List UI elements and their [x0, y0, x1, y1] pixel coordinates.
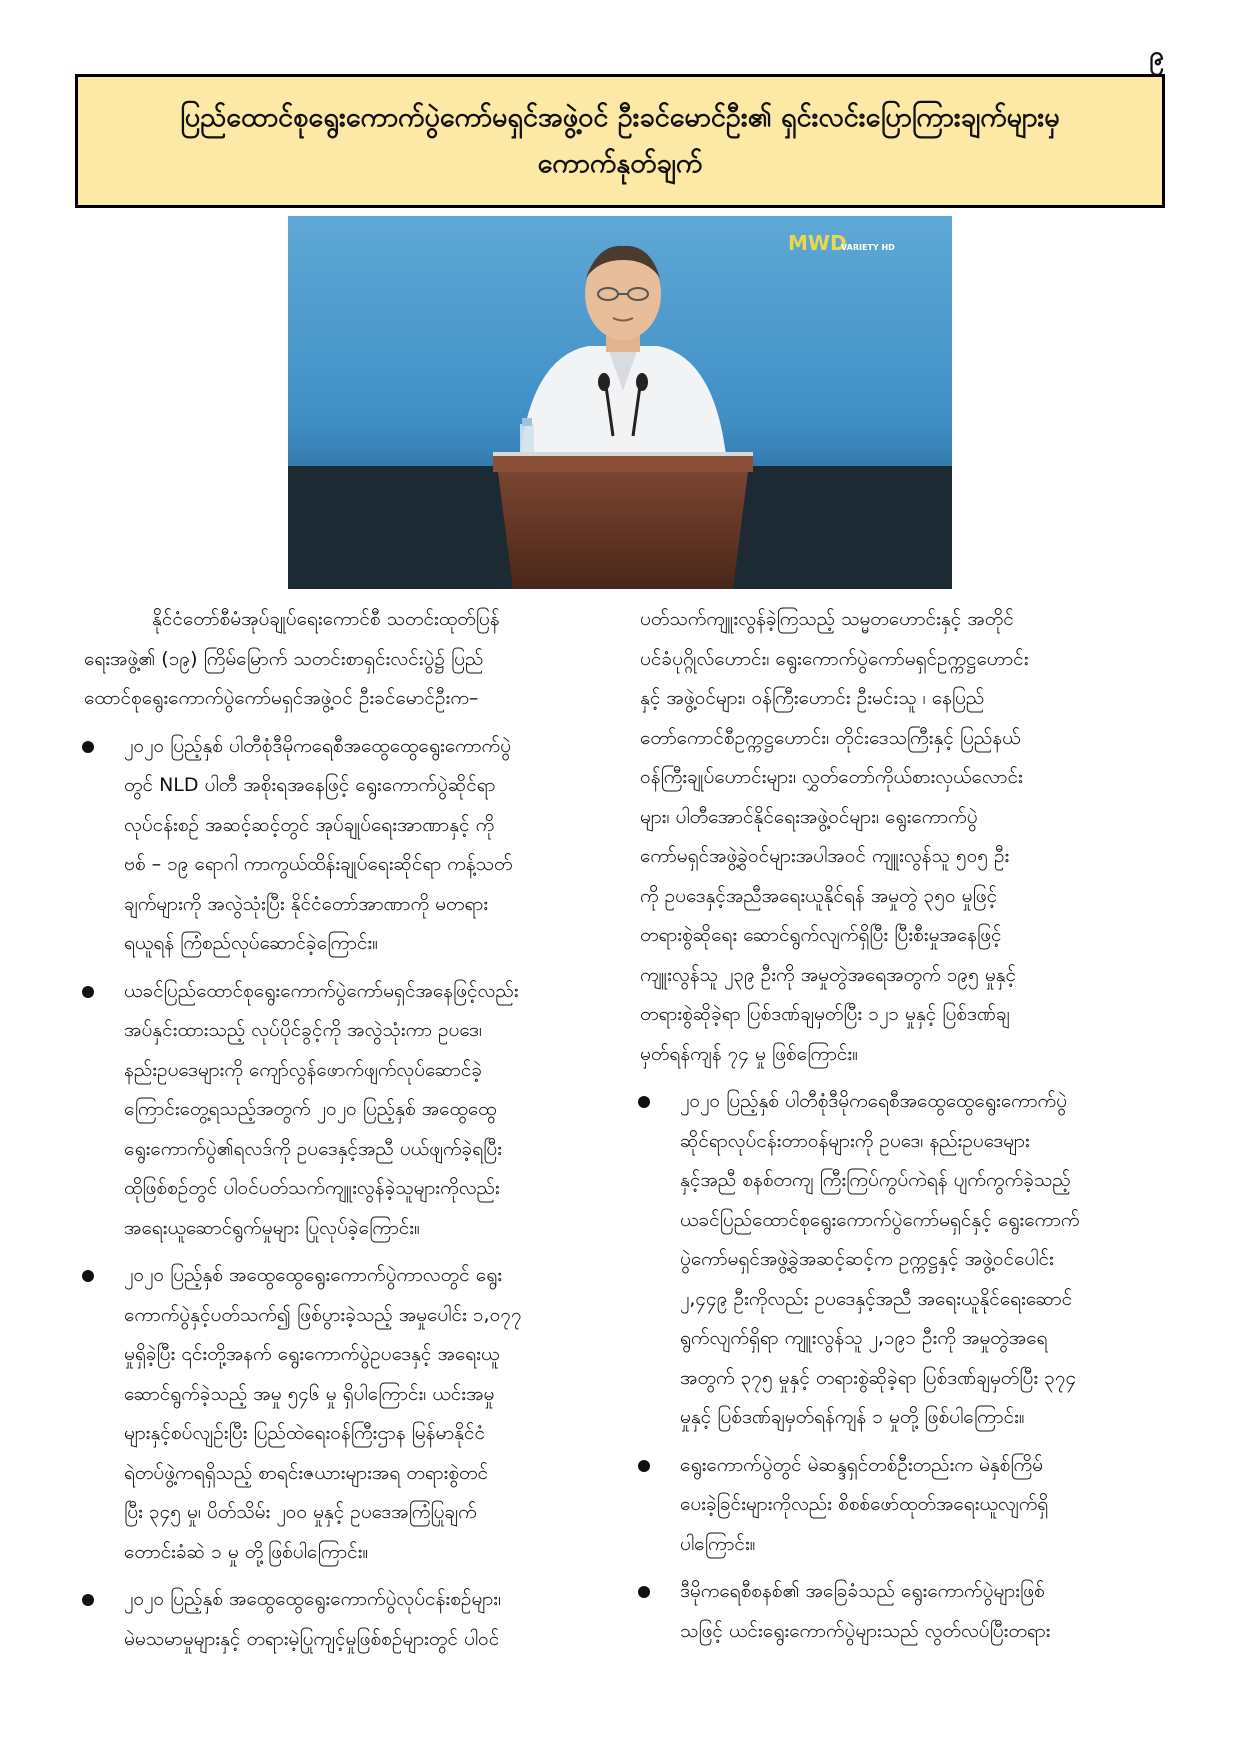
text-line: ယခင်ပြည်ထောင်စုရွေးကောက်ပွဲကော်မရှင်နှင့် ရွေးကောက် [680, 1208, 1080, 1231]
bullet-item [640, 1446, 1158, 1565]
text-line: တွင် NLD ပါတီ အစိုးရအနေဖြင့် ရွေးကောက်ပွဲဆိုင်ရာ [124, 774, 496, 796]
text-line: ရွေးကောက်ပွဲ၏ရလဒ်ကို ဥပဒေနှင့်အညီ ပယ်ဖျက်ခဲ့ရပြီး [124, 1137, 502, 1160]
text-line: ထောင်စုရွေးကောက်ပွဲကော်မရှင်အဖွဲ့ဝင် ဦးခင်မောင်ဦးက– [84, 687, 479, 709]
bullet-icon [82, 1594, 94, 1606]
text-line: ၂၀၂၀ ပြည့်နှစ် အထွေထွေရွေးကောက်ပွဲကာလတွင် ရွေး [124, 1264, 503, 1286]
bullet-icon [638, 1096, 650, 1108]
text-line: ရွက်လျက်ရှိရာ ကျူးလွန်သူ ၂,၁၉၁ ဦးကို အမှုတွဲအရေ [680, 1327, 1048, 1349]
speaker-photo-illustration [288, 216, 952, 589]
bullet-icon [638, 1586, 650, 1598]
text-line: ၂၀၂၀ ပြည့်နှစ် ပါတီစုံဒီမိုကရေစီအထွေထွေရွေးကောက်ပွဲ [124, 734, 511, 757]
text-line: မဲမသမာမှုများနှင့် တရားမဲ့ပြုကျင့်မှုဖြစ်စဉ်များတွင် ပါဝင် [124, 1627, 500, 1650]
text-line: ရေးအဖွဲ့၏ (၁၉) ကြိမ်မြောက် သတင်းစာရှင်းလင်းပွဲ၌ ပြည် [84, 647, 484, 670]
text-line: ဆောင်ရွက်ခဲ့သည့် အမှု ၅၄၆ မှု ရှိပါကြောင်း၊ ယင်းအမှု [124, 1382, 495, 1405]
text-line: ထိုဖြစ်စဉ်တွင် ပါဝင်ပတ်သက်ကျူးလွန်ခဲ့သူများကိုလည်း [124, 1177, 500, 1199]
text-line: ကြောင်းတွေ့ရသည့်အတွက် ၂၀၂၀ ပြည့်နှစ် အထွေထွေ [124, 1098, 497, 1120]
channel-logo-subtext: VARIETY HD [841, 243, 895, 252]
bullet-icon [82, 741, 94, 753]
text-line: ၂၀၂၀ ပြည့်နှစ် ပါတီစုံဒီမိုကရေစီအထွေထွေရွေးကောက်ပွဲ [680, 1090, 1067, 1112]
text-line: ရဲတပ်ဖွဲ့ကရရှိသည့် စာရင်းဇယားများအရ တရားစွဲတင် [124, 1461, 489, 1484]
text-line: တော်ကောင်စီဥက္ကဋ္ဌဟောင်း၊ တိုင်းဒေသကြီးနှင့် ပြည်နယ် [640, 726, 1021, 749]
title-line-2: ကောက်နုတ်ချက် [537, 148, 703, 179]
text-line: နည်းဥပဒေများကို ကျော်လွန်ဖောက်ဖျက်လုပ်ဆောင်ခဲ့ [124, 1058, 483, 1081]
text-line: အရေးယူဆောင်ရွက်မှုများ ပြုလုပ်ခဲ့ကြောင်း။ [124, 1216, 420, 1239]
text-line: နှင့် အဖွဲ့ဝင်များ၊ ဝန်ကြီးဟောင်း ဦးမင်းသူ ၊ နေပြည် [640, 687, 985, 709]
text-line: တရားစွဲဆိုခဲ့ရာ ပြစ်ဒဏ်ချမှတ်ပြီး ၁၂၁ မှုနှင့် ပြစ်ဒဏ်ချ [640, 1003, 1010, 1025]
bullet-icon [638, 1460, 650, 1472]
text-line: ယခင်ပြည်ထောင်စုရွေးကောက်ပွဲကော်မရှင်အနေဖြင့်လည်း [124, 979, 519, 1002]
text-line: မှုရှိခဲ့ပြီး ၎င်းတို့အနက် ရွေးကောက်ပွဲဥပဒေနှင့် အရေးယူ [124, 1343, 500, 1365]
text-line: ကော်မရှင်အဖွဲ့ခွဲဝင်များအပါအဝင် ကျူးလွန်သူ ၅၀၅ ဦး [640, 845, 1010, 867]
text-line: အတွက် ၃၇၅ မှုနှင့် တရားစွဲဆိုခဲ့ရာ ပြစ်ဒဏ်ချမှတ်ပြီး ၃၇၄ [680, 1366, 1077, 1389]
bullet-icon [82, 1270, 94, 1282]
intro-paragraph [84, 600, 602, 719]
bullet-icon [82, 986, 94, 998]
bullet-item [640, 1572, 1158, 1651]
text-line: ဝန်ကြီးချုပ်ဟောင်းများ၊ လွှတ်တော်ကိုယ်စားလှယ်လောင်း [640, 766, 1023, 788]
text-line: နှင့်အညီ စနစ်တကျ ကြီးကြပ်ကွပ်ကဲရန် ပျက်ကွက်ခဲ့သည့် [680, 1169, 1071, 1191]
text-line: ပြီး ၃၄၅ မှု၊ ပိတ်သိမ်း ၂၀၀ မှုနှင့် ဥပဒေအကြံပြုချက် [124, 1501, 477, 1523]
bullet-item [84, 972, 602, 1249]
right-column [640, 600, 1158, 1657]
text-line: ဆိုင်ရာလုပ်ငန်းတာဝန်များကို ဥပဒေ၊ နည်းဥပဒေများ [680, 1129, 1030, 1152]
title-line-1: ပြည်ထောင်စုရွေးကောက်ပွဲကော်မရှင်အဖွဲ့ဝင် ဦးခင်မောင်ဦး၏ ရှင်းလင်းပြောကြားချက်များမှ [180, 102, 1060, 133]
text-line: ပေးခဲ့ခြင်းများကိုလည်း စိစစ်ဖော်ထုတ်အရေးယူလျက်ရှိ [680, 1493, 1049, 1515]
text-line: ကောက်ပွဲနှင့်ပတ်သက်၍ ဖြစ်ပွားခဲ့သည့် အမှုပေါင်း ၁,၀၇၇ [124, 1303, 522, 1326]
channel-logo-text: MWD [788, 231, 847, 255]
bullet-item [84, 1580, 602, 1659]
text-line: ၂,၄၄၉ ဦးကိုလည်း ဥပဒေနှင့်အညီ အရေးယူနိုင်ရေးဆောင် [680, 1287, 1073, 1310]
text-line: မှတ်ရန်ကျန် ၇၄ မှု ဖြစ်ကြောင်း။ [640, 1042, 859, 1065]
text-line: ချက်များကို အလွဲသုံးပြီး နိုင်ငံတော်အာဏာကို မတရား [124, 892, 489, 915]
page-number: ၉ [1149, 41, 1164, 71]
text-line: တောင်းခံဆဲ ၁ မှု တို့ဖြစ်ပါကြောင်း။ [124, 1540, 369, 1563]
text-line: အပ်နှင်းထားသည့် လုပ်ပိုင်ခွင့်ကို အလွဲသုံးကာ ဥပဒေ၊ [124, 1019, 482, 1041]
bullet-item [84, 1256, 602, 1572]
bullet-item [640, 1082, 1158, 1438]
text-line: ရွေးကောက်ပွဲတွင် မဲဆန္ဒရှင်တစ်ဦးတည်းက မဲနှစ်ကြိမ် [680, 1453, 1044, 1476]
left-column [84, 600, 602, 1665]
text-line: ကျူးလွန်သူ ၂၃၉ ဦးကို အမှုတွဲအရေအတွက် ၁၉၅ မှုနှင့် [640, 963, 1017, 986]
text-line: ပင်ခံပုဂ္ဂိုလ်ဟောင်း၊ ရွေးကောက်ပွဲကော်မရှင်ဥက္ကဋ္ဌဟောင်း [640, 647, 1029, 670]
text-line: များ၊ ပါတီအောင်နိုင်ရေးအဖွဲ့ဝင်များ၊ ရွေးကောက်ပွဲ [640, 805, 978, 828]
text-line: ဗစ် – ၁၉ ရောဂါ ကာကွယ်ထိန်းချုပ်ရေးဆိုင်ရာ ကန့်သတ် [124, 853, 513, 875]
text-line: နိုင်ငံတော်စီမံအုပ်ချုပ်ရေးကောင်စီ သတင်းထုတ်ပြန် [152, 608, 500, 630]
text-line: ပွဲကော်မရှင်အဖွဲ့ခွဲအဆင့်ဆင့်က ဥက္ကဋ္ဌနှင့် အဖွဲ့ဝင်ပေါင်း [680, 1248, 1054, 1270]
text-line: မှုနှင့် ပြစ်ဒဏ်ချမှတ်ရန်ကျန် ၁ မှုတို့ ဖြစ်ပါကြောင်း။ [680, 1406, 1025, 1428]
text-line: ၂၀၂၀ ပြည့်နှစ် အထွေထွေရွေးကောက်ပွဲလုပ်ငန်းစဉ်များ၊ [124, 1588, 501, 1610]
text-line: ပါကြောင်း။ [680, 1532, 756, 1555]
bullet-item [84, 727, 602, 964]
speaker-photo [288, 216, 952, 589]
text-line: များနှင့်စပ်လျဉ်းပြီး ပြည်ထဲရေးဝန်ကြီးဌာန မြန်မာနိုင်ငံ [124, 1422, 486, 1444]
text-line: ရယူရန် ကြံစည်လုပ်ဆောင်ခဲ့ကြောင်း။ [124, 932, 379, 954]
text-line: သဖြင့် ယင်းရွေးကောက်ပွဲများသည် လွတ်လပ်ပြီးတရား [680, 1619, 1051, 1642]
text-line: ကို ဥပဒေနှင့်အညီအရေးယူနိုင်ရန် အမှုတွဲ ၃၅၀ မှုဖြင့် [640, 884, 998, 907]
continuation-paragraph [640, 600, 1158, 1074]
text-line: ဒီမိုကရေစီစနစ်၏ အခြေခံသည် ရွေးကောက်ပွဲများဖြစ် [680, 1580, 1045, 1602]
text-line: တရားစွဲဆိုရေး ဆောင်ရွက်လျက်ရှိပြီး ပြီးစီးမှုအနေဖြင့် [640, 924, 1002, 946]
text-line: လုပ်ငန်းစဉ် အဆင့်ဆင့်တွင် အုပ်ချုပ်ရေးအာဏာနှင့် ကို [124, 813, 495, 836]
title-box [75, 74, 1165, 208]
text-line: ပတ်သက်ကျူးလွန်ခဲ့ကြသည့် သမ္မတဟောင်းနှင့် အတိုင် [640, 608, 1014, 630]
